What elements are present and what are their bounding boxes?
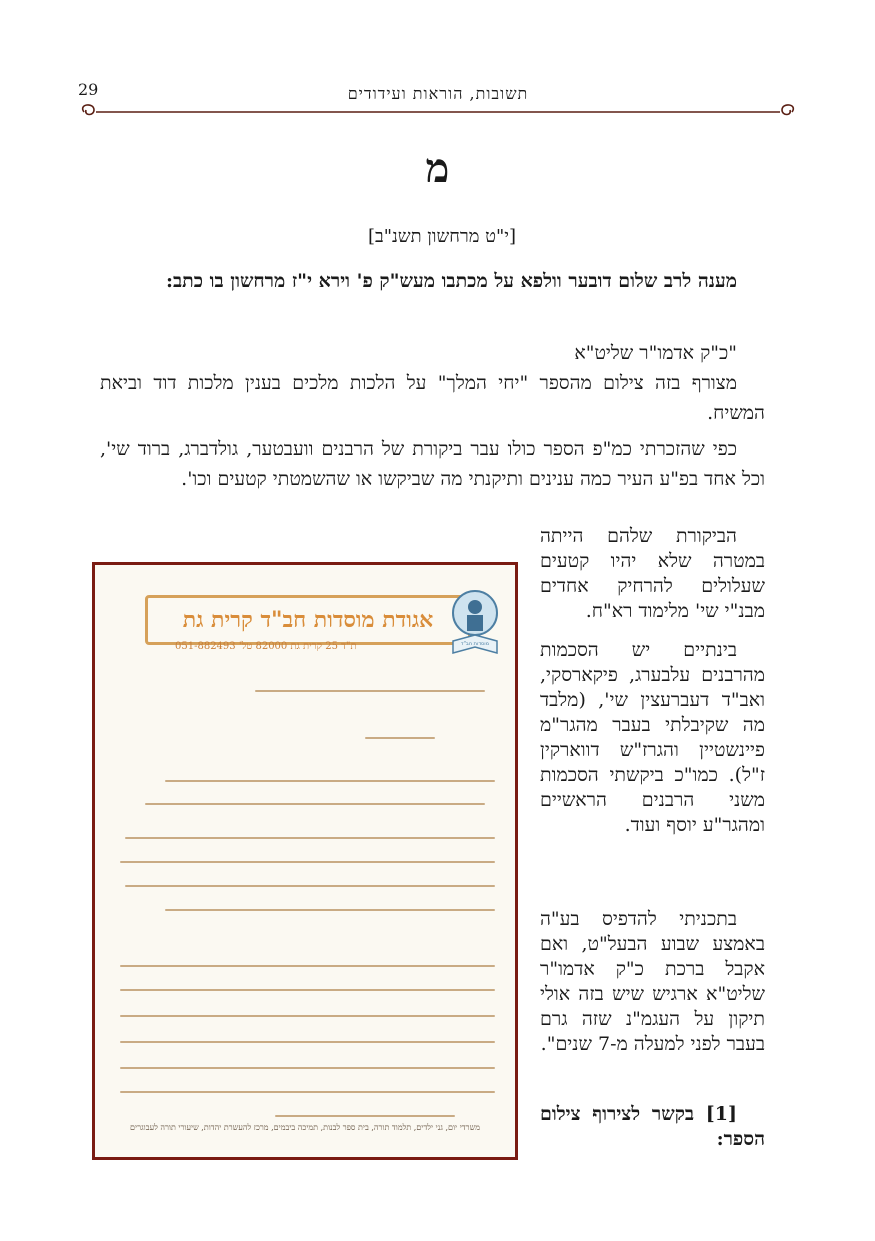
chapter-letter: מ: [425, 145, 450, 192]
handwriting-line: [120, 1041, 495, 1043]
attached-text: מצורף בזה צילום מהספר "יחי המלך" על הלכות מלכים בענין מלכות דוד וביאת המשיח.: [100, 372, 765, 424]
handwriting-line: [120, 1067, 495, 1069]
handwriting-line: [120, 989, 495, 991]
side-paragraph-1: [540, 524, 765, 624]
salutation-text: "כ"ק אדמו"ר שליט"א: [574, 342, 737, 364]
letter-facsimile: [92, 562, 518, 1160]
intro-paragraph: [100, 266, 765, 296]
side-paragraph-2: [540, 638, 765, 838]
handwriting-line: [120, 1015, 495, 1017]
handwriting-line: [120, 965, 495, 967]
page-header: [78, 80, 798, 120]
letterhead: אגודת מוסדות חב"ד קרית גת: [145, 595, 471, 645]
side-paragraph-4: [540, 1102, 765, 1152]
handwriting-signature: [275, 1115, 455, 1117]
handwriting-line: [365, 737, 435, 739]
intro-text: מענה לרב שלום דובער וולפא על מכתבו מעש"ק פ' וירא י"ז מרחשון בו כתב:: [165, 270, 737, 292]
handwriting-line: [255, 690, 485, 692]
salutation-paragraph: [100, 338, 765, 368]
page-number: 29: [78, 80, 99, 99]
letter-image: [105, 575, 505, 1147]
handwriting-line: [120, 861, 495, 863]
handwriting-line: [165, 909, 495, 911]
side-text-4: [1] בקשר לצירוף צילום הספר:: [540, 1103, 765, 1150]
handwriting-line: [165, 780, 495, 782]
date-line: [י"ט מרחשון תשנ"ב]: [368, 226, 516, 247]
handwriting-line: [120, 1091, 495, 1093]
side-text-2: בינתיים יש הסכמות מהרבנים עלבערג, פיקארסקי, ואב"ד דעברעצין שי', (מלבד מה שקיבלתי בעבר מהגר"מ פיינשטיין והגרז"ש דווארקין ז"ל). כמו"כ ביקשתי הסכמות משני הרבנים הראשיים ומהגר"ע יוסף ועוד.: [540, 639, 765, 836]
handwriting-line: [125, 837, 495, 839]
attached-paragraph: [100, 368, 765, 428]
letterhead-address: ת"ד 25 קרית גת 82000 טל' 051-882493: [175, 641, 357, 652]
letter-footer: משרדי יום, גני ילדים, תלמוד תורה, בית ספר לבנות, תמיכה ביבמים, מרכז להעשרת יהדות, שיעורי תורה לעבוגרים: [130, 1123, 480, 1132]
side-text-1: הביקורת שלהם הייתה במטרה שלא יהיו קטעים שעלולים להרחיק אחדים מבנ"י שי' מלימוד רא"ח.: [540, 525, 765, 622]
running-title: תשובות, הוראות ועידודים: [347, 84, 529, 103]
side-paragraph-3: [540, 907, 765, 1057]
handwriting-line: [145, 803, 485, 805]
review-text: כפי שהזכרתי כמ"פ הספר כולו עבר ביקורת של הרבנים וועבטער, גולדברג, ברוד שי', וכל אחד בפ"ע העיר כמה ענינים ותיקנתי מה שביקשו או שהשמטתי קטעים וכו'.: [100, 438, 765, 490]
decorative-rule: [78, 102, 798, 124]
logo-icon: [449, 589, 501, 659]
logo-label: מוסדות חב"ד: [460, 641, 490, 647]
side-text-3: בתכניתי להדפיס בע"ה באמצע שבוע הבעל"ט, ואם אקבל ברכת כ"ק אדמו"ר שליט"א ארגיש שיש בזה אולי תיקון על העגמ"נ שזה גרם בעבר לפני למעלה מ-7 שנים".: [540, 908, 765, 1055]
review-paragraph: [100, 434, 765, 494]
handwriting-line: [125, 885, 495, 887]
